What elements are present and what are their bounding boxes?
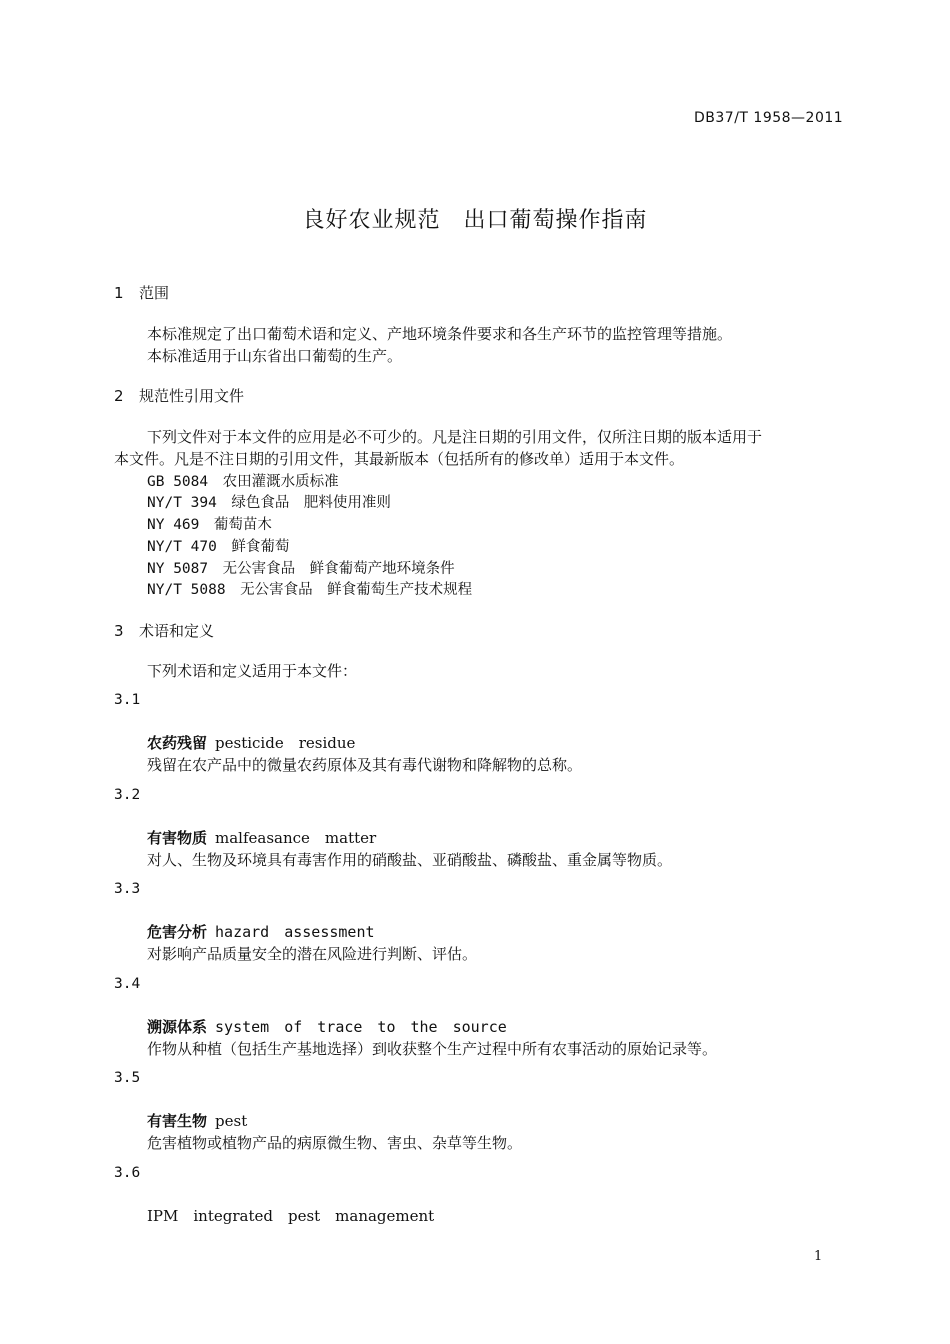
document-title: 良好农业规范 出口葡萄操作指南 [302, 208, 648, 233]
term-number: 3.1 [114, 692, 141, 708]
reference-title: 无公害食品 鲜食葡萄生产技术规程 [240, 582, 473, 598]
section-3-intro: 下列术语和定义适用于本文件： [147, 662, 358, 680]
term-heading [147, 732, 355, 753]
term-definition: 危害植物或植物产品的病原微生物、害虫、杂草等生物。 [147, 1134, 523, 1152]
reference-item [147, 535, 289, 556]
term-en: hazard assessment [215, 923, 375, 941]
term-en: malfeasance matter [215, 829, 377, 847]
term-en: system of trace to the source [215, 1018, 507, 1036]
page-number: 1 [814, 1249, 823, 1264]
term-definition: 对人、生物及环境具有毒害作用的硝酸盐、亚硝酸盐、磷酸盐、重金属等物质。 [147, 851, 673, 869]
standard-code: DB37/T 1958—2011 [694, 110, 844, 126]
term-number: 3.6 [114, 1165, 141, 1181]
term-heading [147, 827, 376, 848]
term-definition: 对影响产品质量安全的潜在风险进行判断、评估。 [147, 945, 478, 963]
reference-code: NY 469 [147, 517, 200, 533]
term-zh: 有害物质 [147, 829, 208, 847]
reference-item [147, 491, 391, 512]
term-zh: 危害分析 [147, 923, 208, 941]
section-number: 2 [114, 387, 124, 405]
term-number: 3.3 [114, 881, 141, 897]
reference-title: 鲜食葡萄 [231, 539, 290, 555]
reference-code: GB 5084 [147, 474, 209, 490]
term-number: 3.4 [114, 976, 141, 992]
reference-code: NY/T 470 [147, 539, 217, 555]
term-heading [147, 1110, 247, 1131]
reference-title: 农田灌溉水质标准 [222, 474, 339, 490]
reference-item [147, 578, 472, 599]
term-heading [147, 921, 375, 942]
reference-code: NY/T 5088 [147, 582, 226, 598]
section-3-heading [114, 620, 214, 641]
reference-item [147, 470, 339, 491]
term-zh: 农药残留 [147, 734, 208, 752]
section-1-paragraph-1: 本标准规定了出口葡萄术语和定义、产地环境条件要求和各生产环节的监控管理等措施。 [147, 325, 733, 343]
reference-title: 绿色食品 肥料使用准则 [231, 495, 391, 511]
term-heading [147, 1205, 434, 1226]
term-zh: 有害生物 [147, 1112, 208, 1130]
term-zh: 溯源体系 [147, 1018, 208, 1036]
section-title: 范围 [139, 284, 170, 302]
section-1-heading [114, 282, 169, 303]
section-title: 术语和定义 [139, 622, 215, 640]
term-heading [147, 1016, 507, 1037]
reference-item [147, 557, 455, 578]
section-2-intro-line-1: 下列文件对于本文件的应用是必不可少的。凡是注日期的引用文件，仅所注日期的版本适用于 [147, 428, 763, 446]
section-title: 规范性引用文件 [139, 387, 245, 405]
reference-code: NY 5087 [147, 561, 209, 577]
term-en: pest [215, 1112, 248, 1130]
term-en: pesticide residue [215, 734, 356, 752]
reference-title: 葡萄苗木 [213, 517, 272, 533]
term-number: 3.5 [114, 1070, 141, 1086]
term-definition: 残留在农产品中的微量农药原体及其有毒代谢物和降解物的总称。 [147, 756, 583, 774]
section-number: 3 [114, 622, 124, 640]
section-number: 1 [114, 284, 124, 302]
section-2-heading [114, 385, 244, 406]
term-en: IPM integrated pest management [147, 1207, 435, 1225]
term-number: 3.2 [114, 787, 141, 803]
reference-title: 无公害食品 鲜食葡萄产地环境条件 [222, 561, 455, 577]
section-1-paragraph-2: 本标准适用于山东省出口葡萄的生产。 [147, 347, 403, 365]
reference-code: NY/T 394 [147, 495, 217, 511]
section-2-intro-line-2: 本文件。凡是不注日期的引用文件，其最新版本（包括所有的修改单）适用于本文件。 [114, 450, 685, 468]
reference-item [147, 513, 272, 534]
term-definition: 作物从种植（包括生产基地选择）到收获整个生产过程中所有农事活动的原始记录等。 [147, 1040, 718, 1058]
